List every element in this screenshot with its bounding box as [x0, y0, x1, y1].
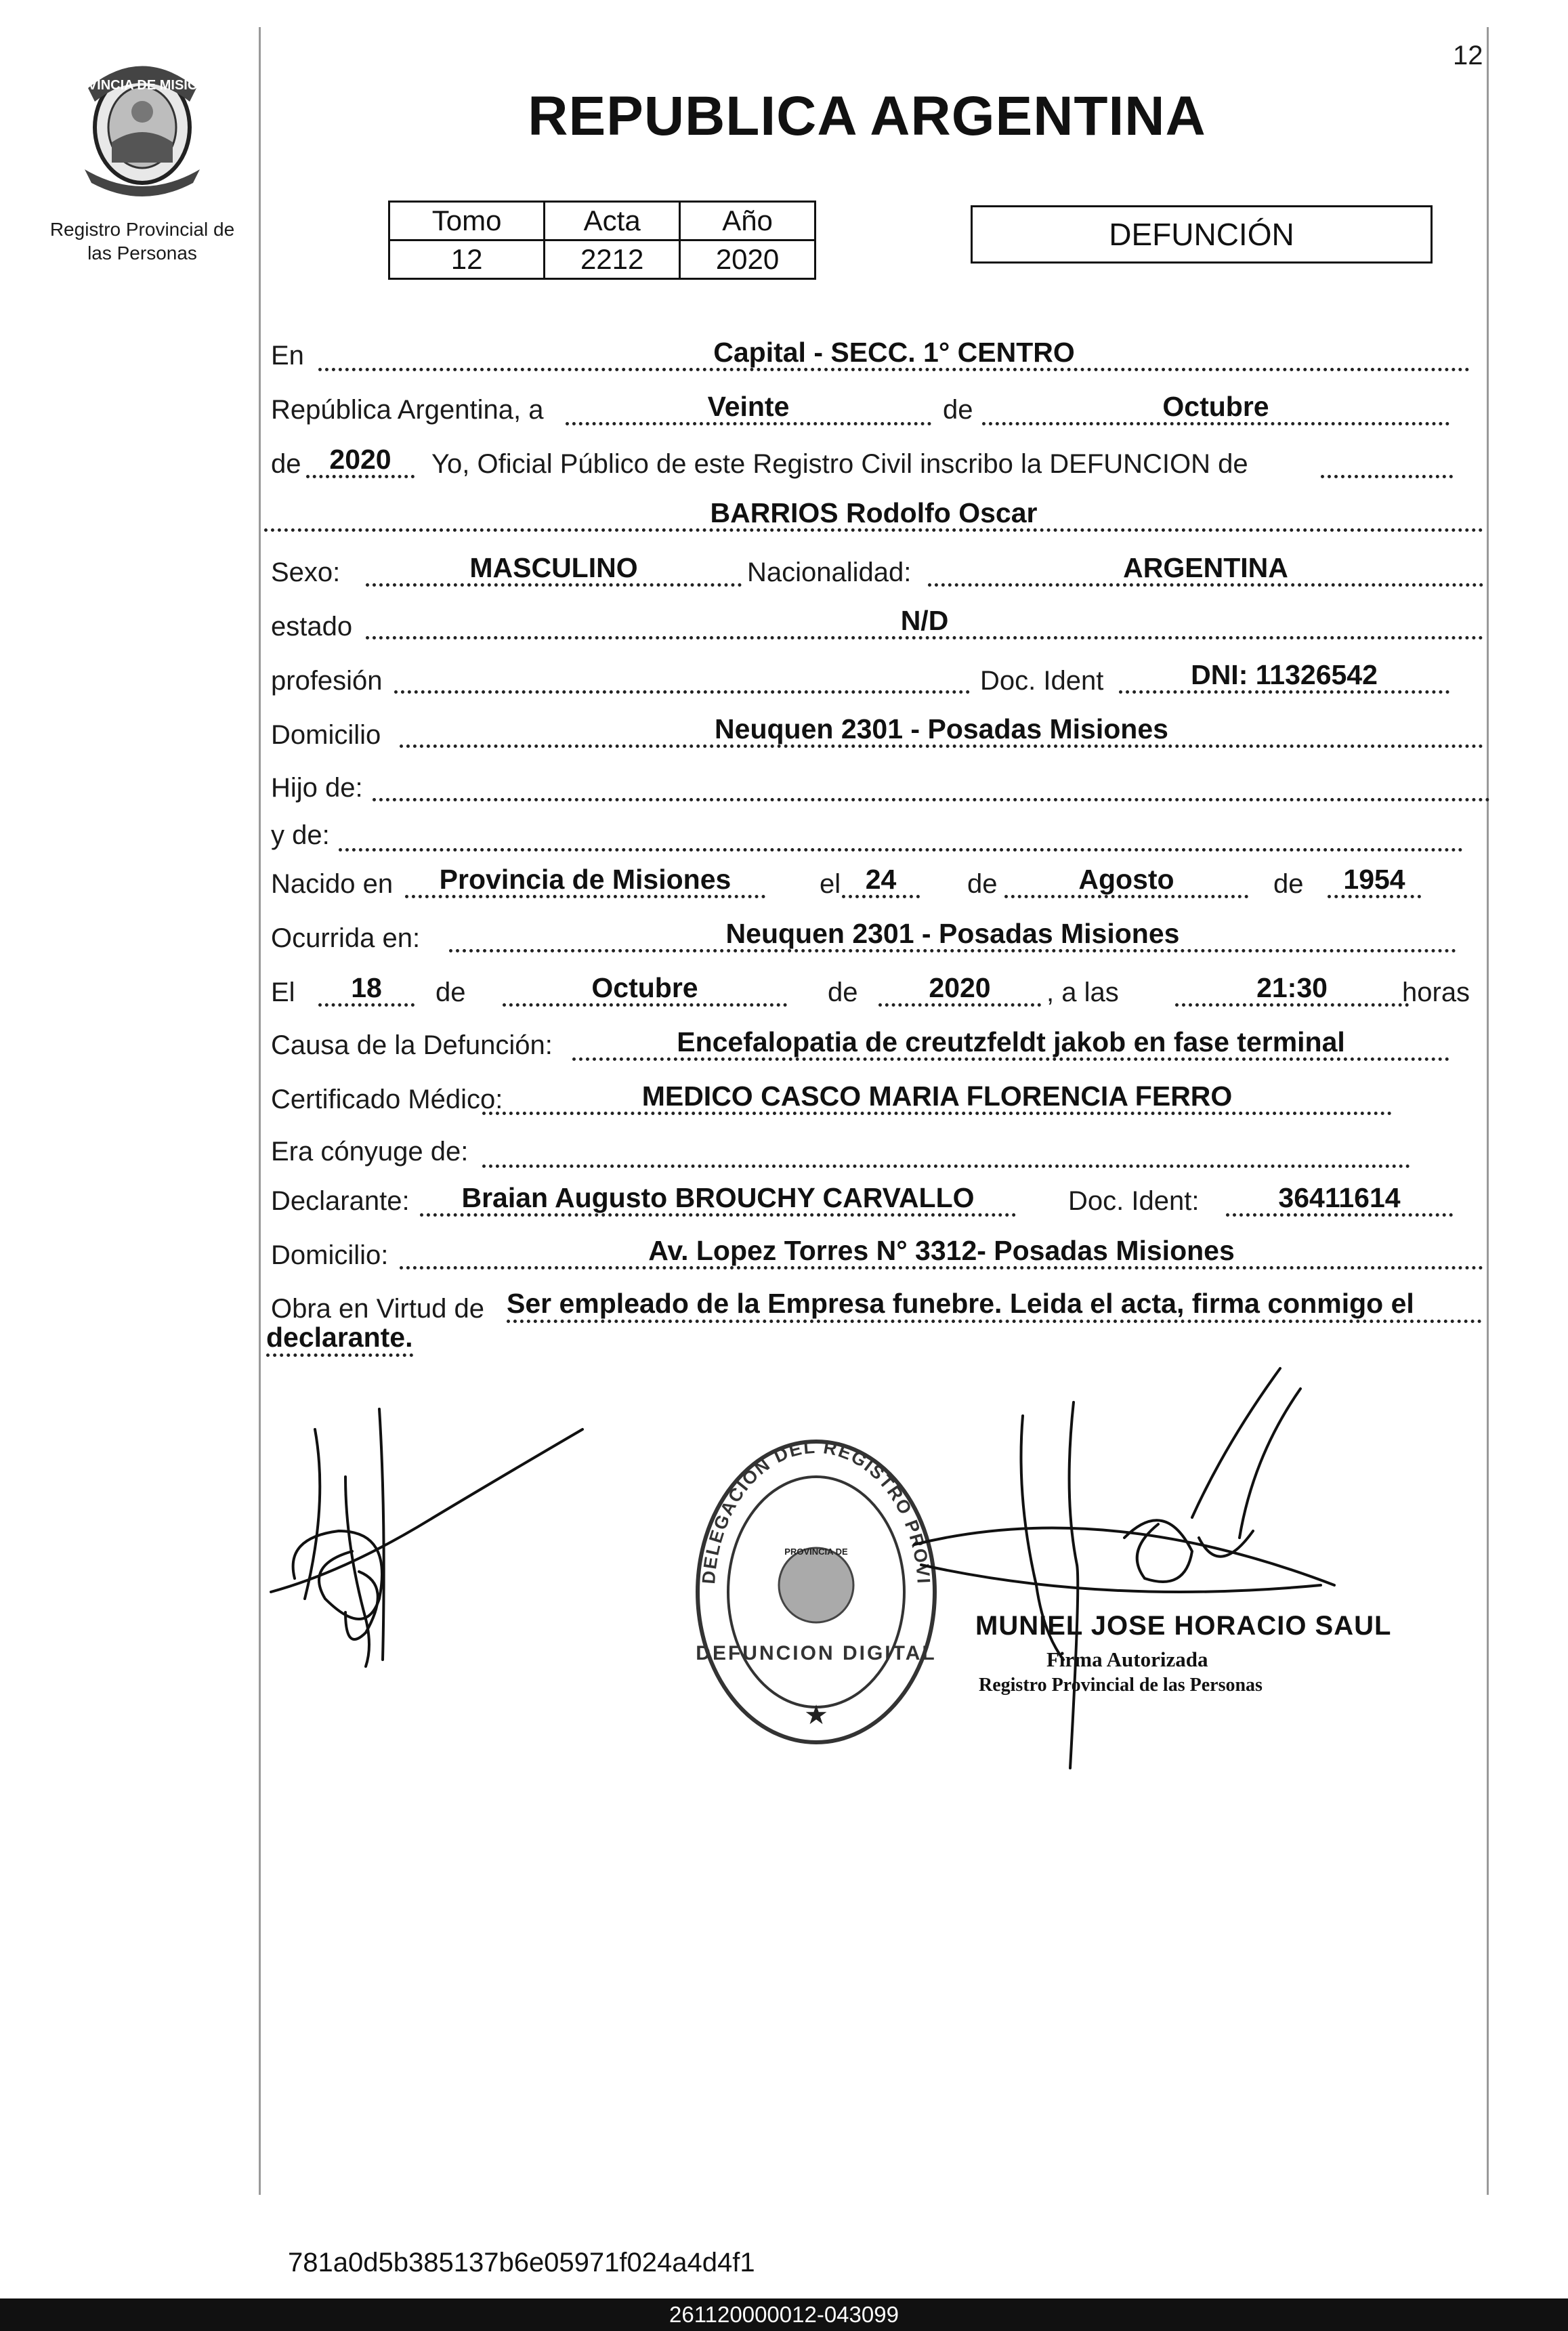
official-office: Registro Provincial de las Personas — [979, 1675, 1263, 1696]
field-def-anio: 2020 — [878, 972, 1041, 1007]
left-margin-rule — [259, 27, 261, 2195]
label-el-cap: El — [271, 978, 295, 1007]
field-dia-texto: Veinte — [566, 391, 931, 425]
label-de-6: de — [828, 978, 858, 1007]
label-domicilio-2: Domicilio: — [271, 1240, 389, 1270]
label-ocurrida-en: Ocurrida en: — [271, 923, 421, 953]
label-estado: estado — [271, 612, 353, 642]
label-certificado: Certificado Médico: — [271, 1085, 503, 1114]
field-declarante: Braian Augusto BROUCHY CARVALLO — [420, 1182, 1016, 1217]
label-hijo-de: Hijo de: — [271, 773, 363, 803]
label-republica: República Argentina, a — [271, 395, 544, 425]
label-conyuge: Era cónyuge de: — [271, 1137, 469, 1167]
label-horas: horas — [1402, 978, 1470, 1007]
field-sexo: MASCULINO — [366, 552, 742, 587]
stamp-emblem-text: PROVINCIA DE — [784, 1547, 848, 1557]
field-lugar: Capital - SECC. 1° CENTRO — [318, 337, 1470, 371]
label-el: el — [820, 869, 841, 899]
field-nacido-en: Provincia de Misiones — [405, 864, 765, 898]
label-de-2: de — [271, 449, 301, 479]
label-obra: Obra en Virtud de — [271, 1294, 485, 1324]
label-sexo: Sexo: — [271, 558, 341, 587]
field-nombre: BARRIOS Rodolfo Oscar — [264, 497, 1483, 532]
field-documento: DNI: 11326542 — [1119, 659, 1449, 694]
label-de-4: de — [1273, 869, 1304, 899]
label-doc-ident-2: Doc. Ident: — [1068, 1186, 1200, 1216]
page-title: REPUBLICA ARGENTINA — [528, 85, 1206, 147]
field-nac-anio: 1954 — [1328, 864, 1421, 898]
barcode-footer: 261120000012-043099 — [0, 2298, 1568, 2331]
record-value-acta: 2212 — [545, 240, 680, 279]
field-hijo-de — [373, 767, 1490, 801]
label-en: En — [271, 341, 304, 371]
official-signature — [901, 1362, 1348, 1782]
declarante-signature — [264, 1395, 589, 1680]
field-certificado: MEDICO CASCO MARIA FLORENCIA FERRO — [482, 1080, 1392, 1115]
stamp-star-icon: ★ — [804, 1700, 828, 1730]
document-hash: 781a0d5b385137b6e05971f024a4d4f1 — [288, 2248, 755, 2277]
official-name: MUNIEL JOSE HORACIO SAUL — [975, 1611, 1392, 1641]
field-y-de — [339, 817, 1463, 852]
label-de-1: de — [943, 395, 973, 425]
field-anio: 2020 — [306, 444, 415, 478]
field-causa: Encefalopatia de creutzfeldt jakob en fase terminal — [572, 1026, 1449, 1061]
field-estado: N/D — [366, 605, 1483, 639]
field-obra-line2: declarante. — [266, 1321, 413, 1357]
record-value-tomo: 12 — [389, 240, 545, 279]
field-declarante-doc: 36411614 — [1226, 1182, 1453, 1217]
label-doc-ident: Doc. Ident — [980, 666, 1104, 696]
field-defuncion-de-blank — [1321, 444, 1453, 478]
label-de-5: de — [436, 978, 466, 1007]
field-conyuge — [482, 1133, 1410, 1168]
page-number: 12 — [1453, 41, 1483, 70]
province-coat-of-arms-logo — [58, 47, 226, 196]
record-header-tomo: Tomo — [389, 202, 545, 240]
registry-label-line2: las Personas — [87, 243, 197, 264]
field-def-dia: 18 — [318, 972, 415, 1007]
label-yo-oficial: Yo, Oficial Público de este Registro Civil inscribo la DEFUNCION de — [431, 449, 1248, 479]
label-de-3: de — [967, 869, 998, 899]
field-obra-line1: Ser empleado de la Empresa funebre. Leida el acta, firma conmigo el — [507, 1287, 1482, 1323]
registry-label-line1: Registro Provincial de — [49, 219, 235, 240]
logo-top-text: PROVINCIA DE MISIONES — [58, 78, 226, 93]
label-causa: Causa de la Defunción: — [271, 1030, 553, 1060]
label-domicilio: Domicilio — [271, 720, 381, 750]
document-type-box: DEFUNCIÓN — [971, 205, 1433, 264]
record-table — [388, 201, 816, 280]
field-ocurrida-en: Neuquen 2301 - Posadas Misiones — [449, 918, 1456, 952]
official-role: Firma Autorizada — [1046, 1647, 1208, 1671]
field-def-hora: 21:30 — [1175, 972, 1409, 1007]
field-mes: Octubre — [982, 391, 1449, 425]
stamp-inner-text: DEFUNCION DIGITAL — [696, 1642, 937, 1664]
field-nac-mes: Agosto — [1004, 864, 1248, 898]
label-nacido-en: Nacido en — [271, 869, 394, 899]
stamp-outer-text: DELEGACION DEL REGISTRO PROVI — [698, 1436, 934, 1586]
field-nacionalidad: ARGENTINA — [928, 552, 1483, 587]
label-profesion: profesión — [271, 666, 383, 696]
label-a-las: , a las — [1046, 978, 1119, 1007]
record-value-anio: 2020 — [680, 240, 815, 279]
record-header-acta: Acta — [545, 202, 680, 240]
field-nac-dia: 24 — [842, 864, 920, 898]
field-profesion — [394, 659, 970, 694]
label-nacionalidad: Nacionalidad: — [747, 558, 912, 587]
right-margin-rule — [1487, 27, 1489, 2195]
label-declarante: Declarante: — [271, 1186, 410, 1216]
record-header-anio: Año — [680, 202, 815, 240]
field-def-mes: Octubre — [503, 972, 787, 1007]
field-domicilio: Neuquen 2301 - Posadas Misiones — [400, 713, 1483, 748]
label-y-de: y de: — [271, 820, 330, 850]
field-declarante-domicilio: Av. Lopez Torres N° 3312- Posadas Misiones — [400, 1235, 1483, 1269]
